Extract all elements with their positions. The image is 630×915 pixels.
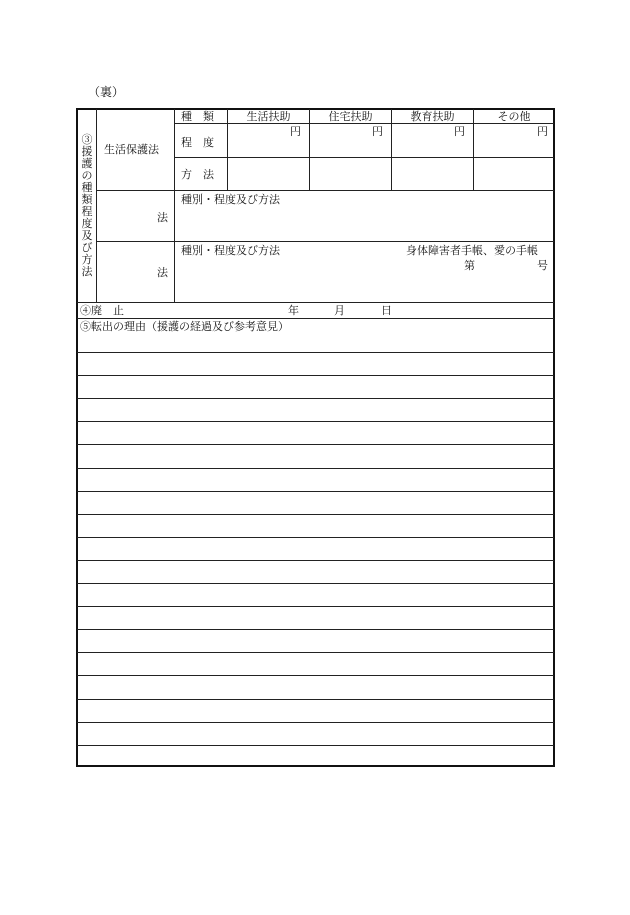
divider <box>77 318 554 319</box>
law3-label: 法 <box>157 266 168 279</box>
divider <box>175 123 554 124</box>
divider <box>97 190 554 191</box>
ruled-line <box>77 699 554 700</box>
law3-handbook: 身体障害者手帳、愛の手帳 <box>406 244 538 257</box>
section3-vertical-title: ③援護の種類程度及び方法 <box>81 133 93 278</box>
divider <box>174 109 175 302</box>
col-livelihood: 生活扶助 <box>246 110 291 123</box>
ruled-line <box>77 421 554 422</box>
abolition-day: 日 <box>381 304 392 317</box>
law2-note: 種別・程度及び方法 <box>181 193 280 206</box>
col-housing: 住宅扶助 <box>328 110 373 123</box>
ruled-line <box>77 560 554 561</box>
divider <box>77 302 554 303</box>
yen-1: 円 <box>290 125 301 138</box>
ruled-line <box>77 583 554 584</box>
ruled-line <box>77 606 554 607</box>
ruled-line <box>77 352 554 353</box>
divider <box>175 157 554 158</box>
yen-2: 円 <box>372 125 383 138</box>
transfer-reason-label: ⑤転出の理由（援護の経過及び参考意見） <box>80 320 289 333</box>
col-education: 教育扶助 <box>410 110 455 123</box>
law3-no-suffix: 号 <box>537 259 548 272</box>
head-method: 方 法 <box>181 168 214 181</box>
ruled-line <box>77 444 554 445</box>
ruled-line <box>77 491 554 492</box>
law1-label: 生活保護法 <box>104 143 159 156</box>
divider <box>96 109 97 302</box>
abolition-month: 月 <box>334 304 345 317</box>
law3-no-prefix: 第 <box>464 259 475 272</box>
ruled-line <box>77 375 554 376</box>
divider <box>97 241 554 242</box>
ruled-line <box>77 629 554 630</box>
abolition-label: ④廃 止 <box>80 304 124 317</box>
ruled-line <box>77 514 554 515</box>
law3-note: 種別・程度及び方法 <box>181 244 280 257</box>
yen-3: 円 <box>454 125 465 138</box>
form-frame <box>76 108 555 767</box>
law2-label: 法 <box>157 211 168 224</box>
ruled-line <box>77 675 554 676</box>
head-type: 種 類 <box>181 110 214 123</box>
ruled-line <box>77 652 554 653</box>
ruled-line <box>77 722 554 723</box>
ruled-line <box>77 468 554 469</box>
head-degree: 程 度 <box>181 136 214 149</box>
yen-4: 円 <box>537 125 548 138</box>
page-label: （裏） <box>88 85 125 99</box>
col-other: その他 <box>497 110 531 123</box>
abolition-year: 年 <box>288 304 299 317</box>
ruled-line <box>77 537 554 538</box>
ruled-line <box>77 745 554 746</box>
ruled-line <box>77 398 554 399</box>
